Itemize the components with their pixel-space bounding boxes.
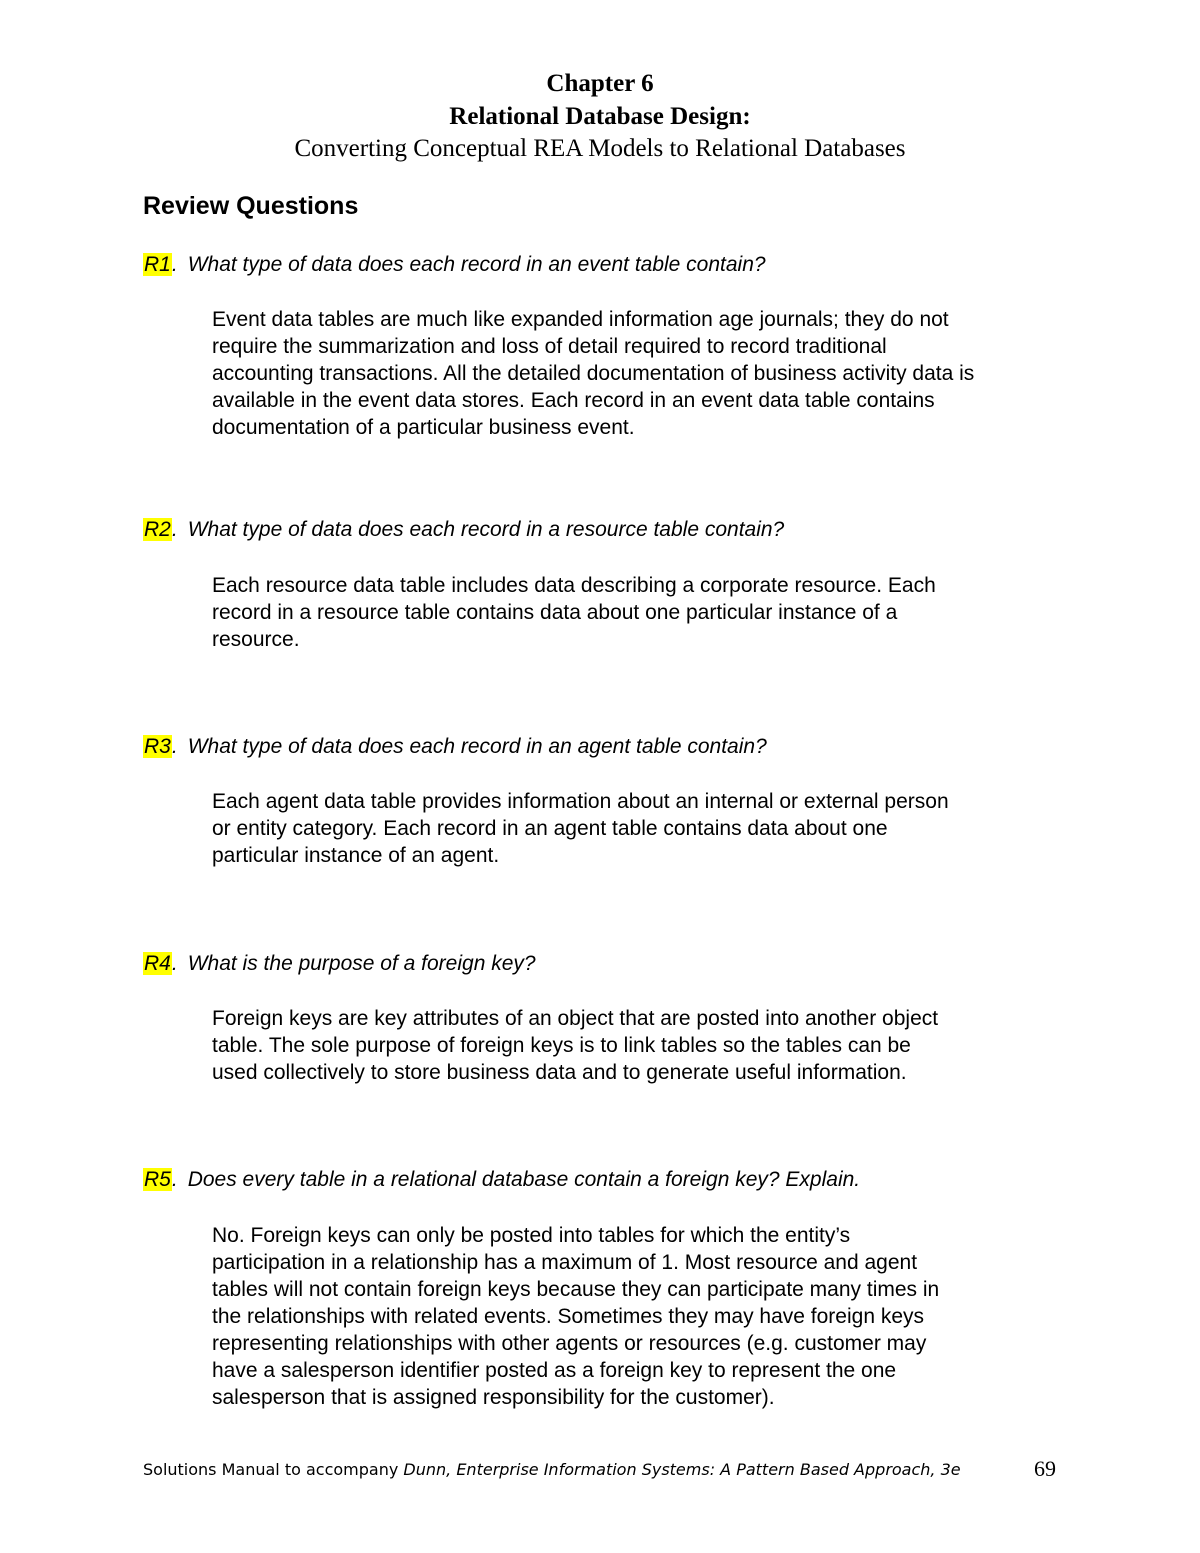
chapter-label: Chapter 6 bbox=[546, 70, 654, 97]
question-id-highlight: R2 bbox=[144, 518, 171, 541]
question-id-highlight: R1 bbox=[144, 253, 171, 276]
question-r4: R4. What is the purpose of a foreign key? bbox=[144, 952, 536, 975]
footer-book-title: Dunn, Enterprise Information Systems: A Pattern Based Approach, 3e bbox=[403, 1460, 961, 1479]
answer-line: Each resource data table includes data describing a corporate resource. Each bbox=[212, 574, 936, 597]
question-r2: R2. What type of data does each record in a resource table contain? bbox=[144, 518, 785, 541]
answer-line: tables will not contain foreign keys because they can participate many times in bbox=[212, 1278, 940, 1301]
section-heading: Review Questions bbox=[143, 192, 359, 220]
answer-line: representing relationships with other agents or resources (e.g. customer may bbox=[212, 1332, 927, 1355]
answer-line: or entity category. Each record in an agent table contains data about one bbox=[212, 817, 888, 840]
answer-line: used collectively to store business data and to generate useful information. bbox=[212, 1061, 907, 1084]
answer-line: Each agent data table provides information about an internal or external person bbox=[212, 790, 949, 813]
question-text: What type of data does each record in an event table contain? bbox=[187, 253, 766, 276]
answer-r4 bbox=[212, 1005, 1082, 1086]
answer-line: table. The sole purpose of foreign keys is to link tables so the tables can be bbox=[212, 1034, 911, 1057]
footer-citation bbox=[143, 1460, 961, 1479]
question-id-highlight: R4 bbox=[144, 952, 171, 975]
answer-line: salesperson that is assigned responsibility for the customer). bbox=[212, 1386, 775, 1409]
answer-r1 bbox=[212, 306, 1082, 441]
answer-line: Event data tables are much like expanded information age journals; they do not bbox=[212, 308, 949, 331]
question-id-highlight: R5 bbox=[144, 1168, 171, 1191]
question-r5: R5. Does every table in a relational database contain a foreign key? Explain. bbox=[144, 1168, 861, 1191]
footer-prefix: Solutions Manual to accompany bbox=[143, 1460, 404, 1479]
answer-line: the relationships with related events. Sometimes they may have foreign keys bbox=[212, 1305, 925, 1328]
chapter-subtitle: Converting Conceptual REA Models to Relational Databases bbox=[294, 135, 906, 162]
answer-line: accounting transactions. All the detailed documentation of business activity data is bbox=[212, 362, 975, 385]
question-r1: R1. What type of data does each record in an event table contain? bbox=[144, 253, 766, 276]
question-id-highlight: R3 bbox=[144, 735, 171, 758]
answer-r5 bbox=[212, 1222, 1082, 1411]
answer-line: have a salesperson identifier posted as a foreign key to represent the one bbox=[212, 1359, 897, 1382]
question-text: Does every table in a relational database contain a foreign key? Explain. bbox=[187, 1168, 861, 1191]
answer-line: participation in a relationship has a maximum of 1. Most resource and agent bbox=[212, 1251, 918, 1274]
answer-line: resource. bbox=[212, 628, 300, 651]
answer-line: Foreign keys are key attributes of an object that are posted into another object bbox=[212, 1007, 939, 1030]
answer-r3 bbox=[212, 788, 1082, 869]
answer-line: No. Foreign keys can only be posted into tables for which the entity’s bbox=[212, 1224, 851, 1247]
question-text: What type of data does each record in a resource table contain? bbox=[187, 518, 785, 541]
answer-line: documentation of a particular business event. bbox=[212, 416, 635, 439]
answer-line: particular instance of an agent. bbox=[212, 844, 500, 867]
answer-line: record in a resource table contains data about one particular instance of a bbox=[212, 601, 898, 624]
question-text: What is the purpose of a foreign key? bbox=[187, 952, 536, 975]
answer-line: available in the event data stores. Each record in an event data table contains bbox=[212, 389, 935, 412]
answer-r2 bbox=[212, 572, 1082, 653]
page-number: 69 bbox=[1034, 1456, 1056, 1481]
chapter-title: Relational Database Design: bbox=[449, 103, 751, 130]
question-r3: R3. What type of data does each record in an agent table contain? bbox=[144, 735, 767, 758]
question-text: What type of data does each record in an agent table contain? bbox=[187, 735, 767, 758]
answer-line: require the summarization and loss of detail required to record traditional bbox=[212, 335, 887, 358]
